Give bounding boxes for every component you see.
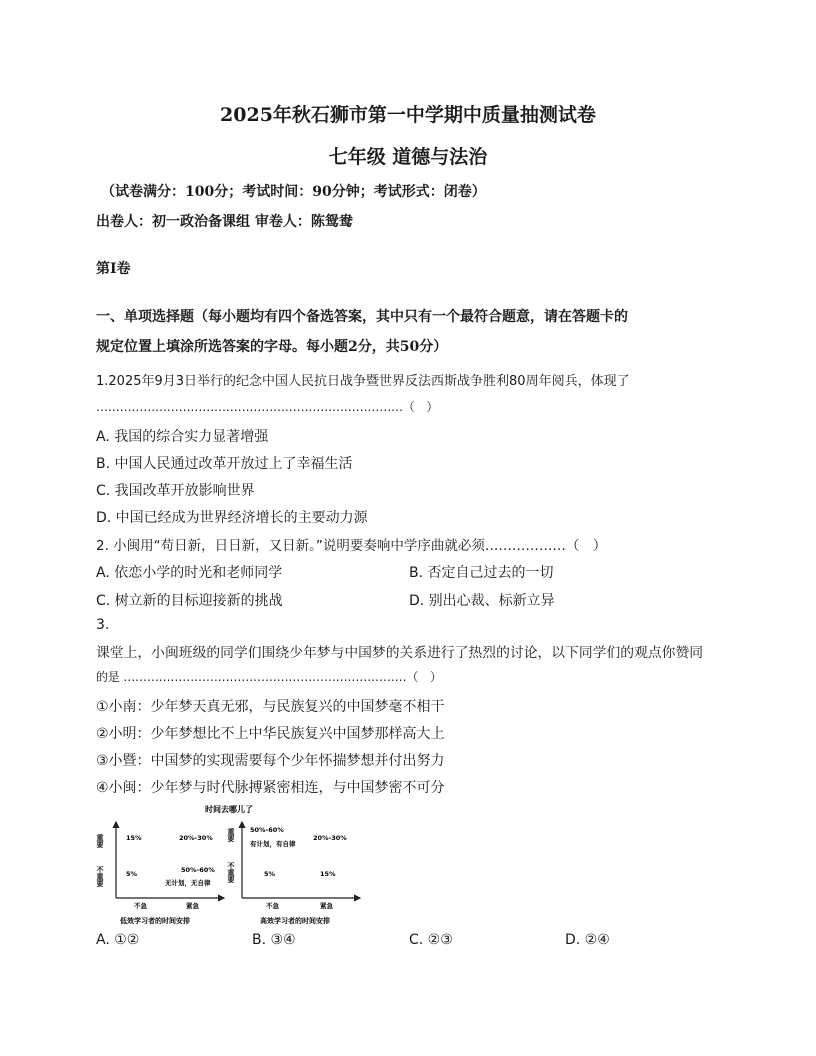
q1-option-c: C. 我国改革开放影响世界 bbox=[96, 483, 255, 499]
q3-statement-1: ①小南：少年梦天真无邪，与民族复兴的中国梦毫不相干 bbox=[96, 699, 445, 715]
panel-high-efficiency bbox=[227, 822, 360, 925]
right-x-label-not-urgent: 不急 bbox=[266, 902, 279, 910]
right-cell-unimportant-not-urgent: 5% bbox=[264, 870, 276, 878]
q1-stem-line2: ……………………………………………………………………（ ） bbox=[96, 400, 439, 414]
right-cell-important-urgent: 20%-30% bbox=[313, 834, 347, 842]
left-caption: 低效学习者的时间安排 bbox=[120, 917, 190, 925]
q2-option-a: A. 依恋小学的时光和老师同学 bbox=[96, 565, 283, 581]
panel-low-efficiency bbox=[96, 822, 224, 925]
left-cell-important-not-urgent: 15% bbox=[126, 834, 142, 842]
right-note: 有计划，有自律 bbox=[250, 840, 296, 848]
q3-number: 3. bbox=[96, 617, 110, 633]
q2-option-c: C. 树立新的目标迎接新的挑战 bbox=[96, 593, 283, 609]
left-note: 无计划，无自律 bbox=[165, 879, 211, 887]
q3-stem-line2: 的是 ………………………………………………………………（ ） bbox=[96, 670, 442, 684]
exam-title: 2025年秋石狮市第一中学期中质量抽测试卷 bbox=[220, 104, 596, 126]
right-caption: 高效学习者的时间安排 bbox=[260, 917, 330, 925]
q3-statement-4: ④小闽：少年梦与时代脉搏紧密相连，与中国梦密不可分 bbox=[96, 780, 445, 796]
right-y-label-unimportant: 不重要 bbox=[227, 862, 235, 883]
left-y-label-important: 重要 bbox=[96, 834, 104, 848]
left-x-label-not-urgent: 不急 bbox=[134, 902, 147, 910]
q2-option-b: B. 否定自己过去的一切 bbox=[409, 565, 554, 581]
right-y-label-important: 重要 bbox=[227, 828, 235, 842]
left-y-label-unimportant: 不重要 bbox=[96, 866, 104, 887]
right-x-label-urgent: 紧急 bbox=[320, 902, 333, 910]
q2-option-d: D. 别出心裁、标新立异 bbox=[409, 593, 555, 609]
q1-option-a: A. 我国的综合实力显著增强 bbox=[96, 429, 269, 445]
right-cell-unimportant-urgent: 15% bbox=[320, 870, 336, 878]
left-cell-important-urgent: 20%-30% bbox=[179, 834, 213, 842]
section-heading-line2: 规定位置上填涂所选答案的字母。每小题2分，共50分） bbox=[96, 339, 448, 355]
q1-option-d: D. 中国已经成为世界经济增长的主要动力源 bbox=[96, 510, 368, 526]
q3-option-d: D. ②④ bbox=[565, 932, 610, 948]
left-x-label-urgent: 紧急 bbox=[186, 902, 199, 910]
left-cell-unimportant-not-urgent: 5% bbox=[126, 870, 138, 878]
right-cell-important-not-urgent: 50%-60% bbox=[250, 826, 284, 834]
exam-subtitle: 七年级 道德与法治 bbox=[328, 146, 488, 168]
q3-stem-line1: 课堂上，小闽班级的同学们围绕少年梦与中国梦的关系进行了热烈的讨论，以下同学们的观点你赞同 bbox=[96, 645, 704, 661]
q1-option-b: B. 中国人民通过改革开放过上了幸福生活 bbox=[96, 456, 353, 472]
time-allocation-figure bbox=[94, 800, 364, 928]
q2-stem: 2. 小闽用“苟日新，日日新，又日新。”说明要奏响中学序曲就必须………………（ ） bbox=[96, 538, 607, 554]
q3-statement-2: ②小明：少年梦想比不上中华民族复兴中国梦那样高大上 bbox=[96, 726, 445, 742]
volume-label: 第Ⅰ卷 bbox=[96, 261, 131, 277]
exam-info: （试卷满分：100分；考试时间：90分钟；考试形式：闭卷） bbox=[101, 184, 486, 200]
q1-stem-line1: 1.2025年9月3日举行的纪念中国人民抗日战争暨世界反法西斯战争胜利80周年阅兵，体现了 bbox=[96, 374, 630, 389]
section-heading-line1: 一、单项选择题（每小题均有四个备选答案，其中只有一个最符合题意，请在答题卡的 bbox=[96, 309, 628, 325]
exam-authors: 出卷人：初一政治备课组 审卷人：陈鸳鸯 bbox=[96, 214, 353, 230]
left-cell-unimportant-urgent: 50%-60% bbox=[181, 866, 215, 874]
q3-option-a: A. ①② bbox=[96, 932, 140, 948]
q3-option-c: C. ②③ bbox=[409, 932, 453, 948]
time-allocation-svg bbox=[94, 800, 364, 928]
figure-title: 时间去哪儿了 bbox=[205, 805, 253, 814]
q3-statement-3: ③小暨：中国梦的实现需要每个少年怀揣梦想并付出努力 bbox=[96, 753, 445, 769]
q3-option-b: B. ③④ bbox=[252, 932, 296, 948]
